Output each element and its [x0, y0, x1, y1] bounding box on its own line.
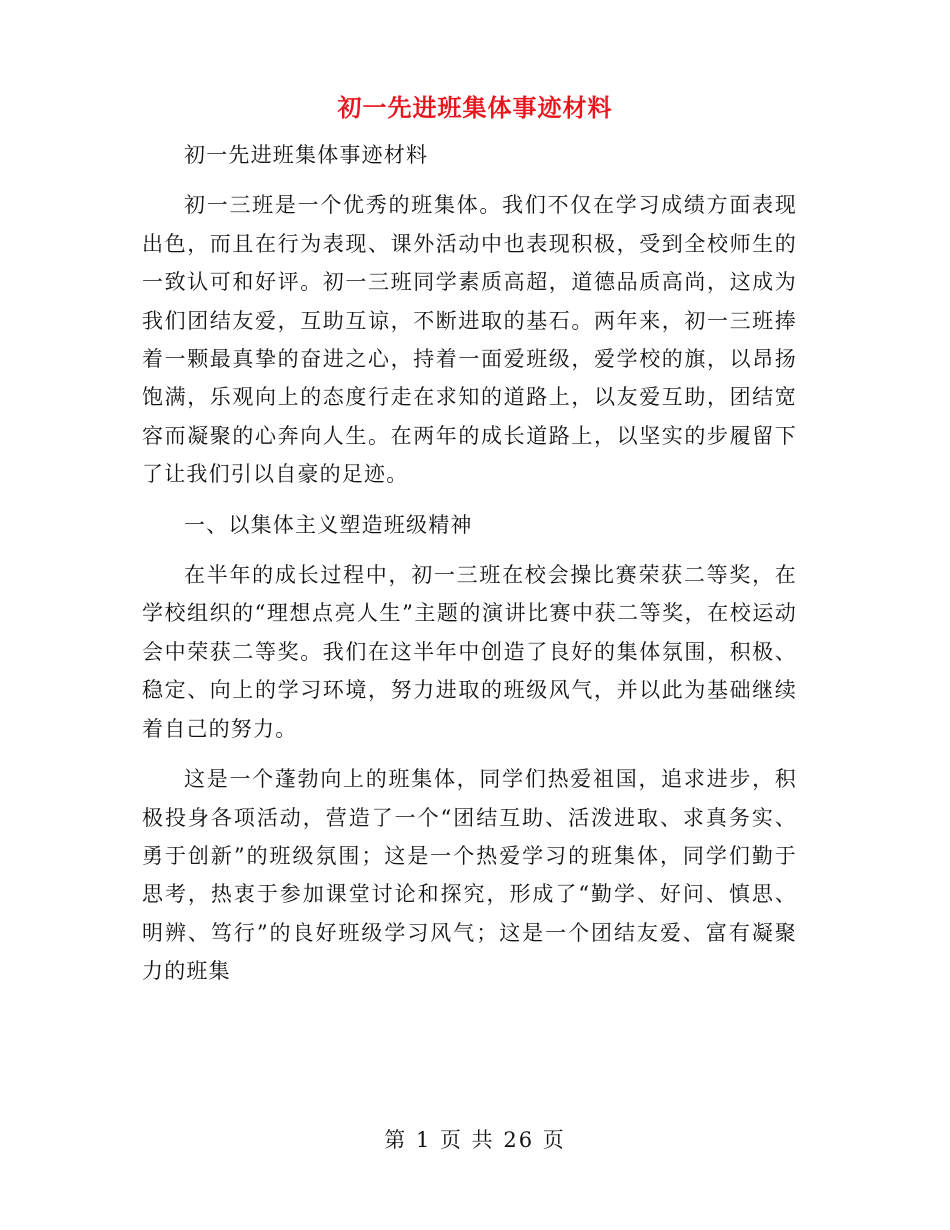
document-title: 初一先进班集体事迹材料 [337, 93, 613, 122]
paragraph-class-spirit: 这是一个蓬勃向上的班集体，同学们热爱祖国，追求进步，积极投身各项活动，营造了一个“团结互助、活泼进取、求真务实、勇于创新”的班级氛围；这是一个热爱学习的班集体，同学们勤于思考，热衷于参加课堂讨论和探究，形成了“勤学、好问、慎思、明辨、笃行”的良好班级学习风气；这是一个团结友爱、富有凝聚力的班集 [142, 767, 797, 984]
document-body [142, 136, 797, 1003]
section-heading: 一、以集体主义塑造班级精神 [184, 512, 473, 537]
paragraph-intro: 初一三班是一个优秀的班集体。我们不仅在学习成绩方面表现出色，而且在行为表现、课外活动中也表现积极，受到全校师生的一致认可和好评。初一三班同学素质高超，道德品质高尚，这成为我们团结友爱，互助互谅，不断进取的基石。两年来，初一三班捧着一颗最真挚的奋进之心，持着一面爱班级，爱学校的旗，以昂扬饱满，乐观向上的态度行走在求知的道路上，以友爱互助，团结宽容而凝聚的心奔向人生。在两年的成长道路上，以坚实的步履留下了让我们引以自豪的足迹。 [142, 193, 797, 487]
paragraph-achievements: 在半年的成长过程中，初一三班在校会操比赛荣获二等奖，在学校组织的“理想点亮人生”主题的演讲比赛中获二等奖，在校运动会中荣获二等奖。我们在这半年中创造了良好的集体氛围，积极、稳定、向上的学习环境，努力进取的班级风气，并以此为基础继续着自己的努力。 [142, 563, 797, 741]
page-footer: 第 1 页 共 26 页 [384, 1128, 566, 1152]
paragraph-subtitle: 初一先进班集体事迹材料 [184, 143, 429, 167]
